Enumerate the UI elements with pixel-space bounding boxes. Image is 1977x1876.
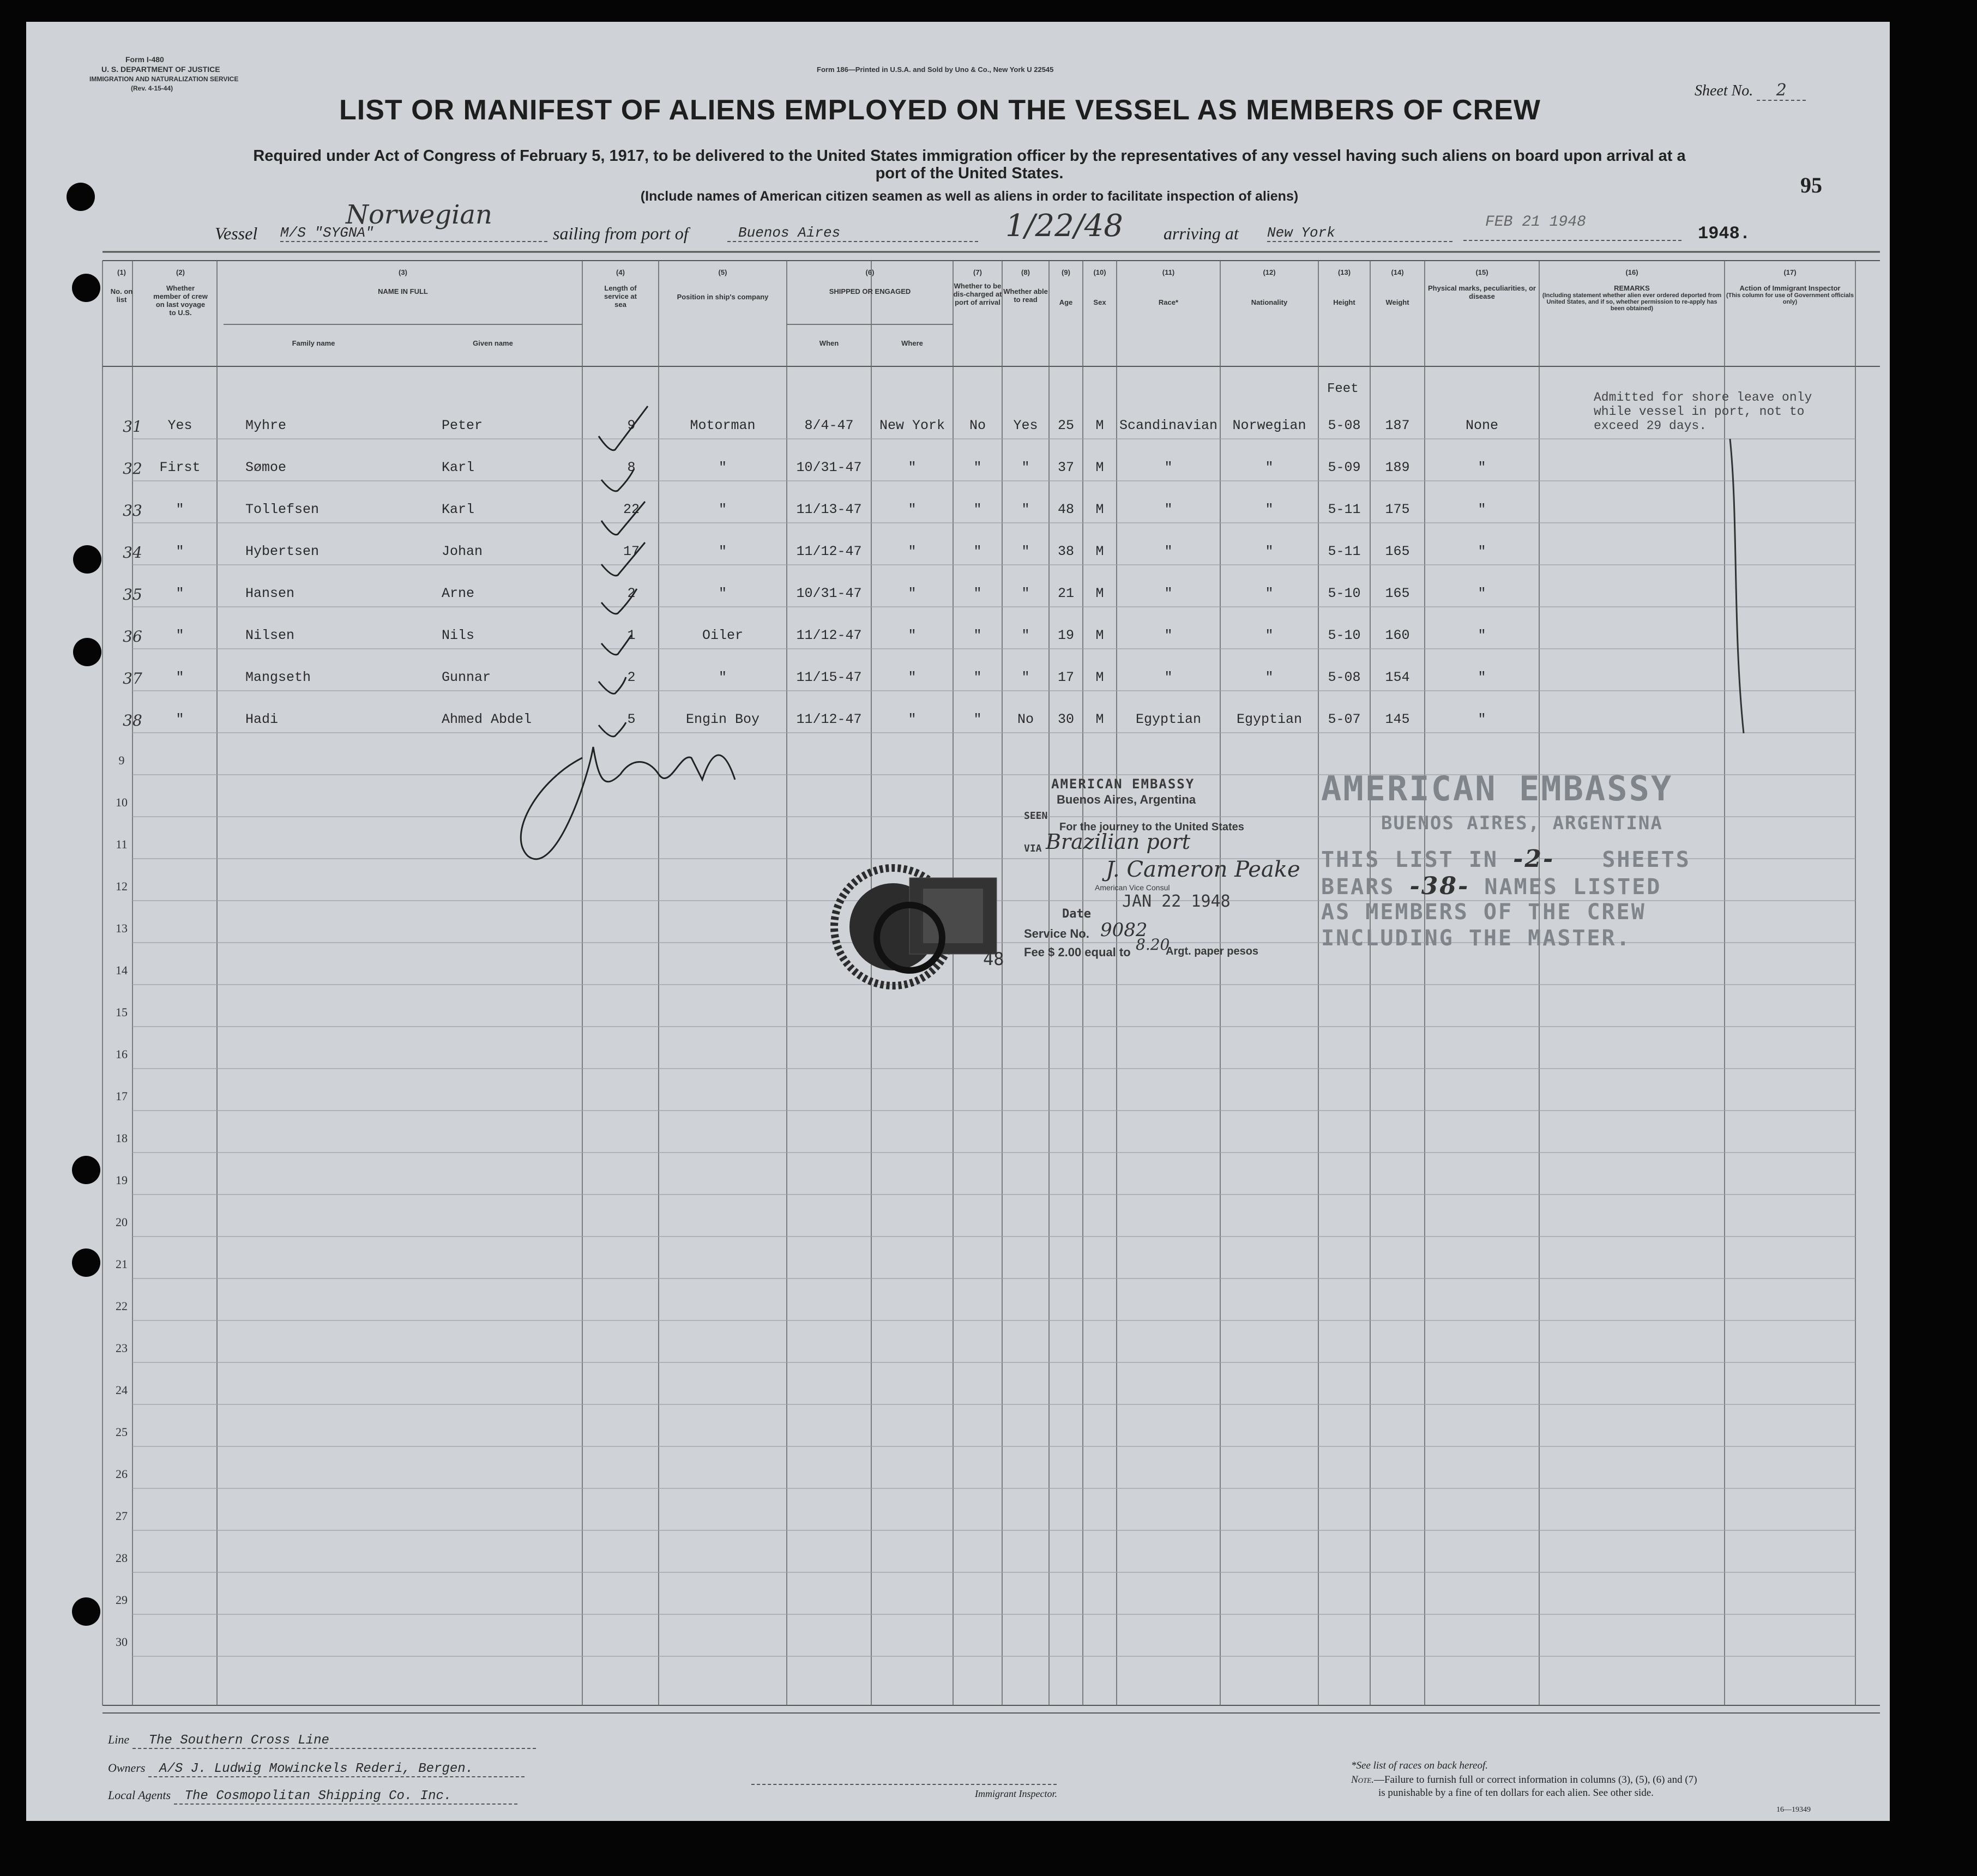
revision: (Rev. 4-15-44) [131, 85, 173, 92]
cell-read: " [1021, 460, 1030, 475]
cell-nationality: " [1265, 502, 1274, 517]
cell-when: 11/15-47 [796, 669, 862, 685]
cell-nationality: " [1265, 628, 1274, 643]
cell-read: " [1021, 586, 1030, 601]
cell-no: 34 [123, 544, 142, 562]
col-inspector-header: (17) Action of Immigrant Inspector (This column for use of Government officials only) [1726, 268, 1854, 305]
row-number: 29 [116, 1593, 128, 1607]
cell-read: " [1021, 544, 1030, 559]
cell-service: 1 [627, 628, 636, 643]
row-number: 19 [116, 1173, 128, 1187]
cell-read: No [1017, 711, 1034, 727]
cell-family: Nilsen [245, 628, 295, 643]
cell-position: " [718, 544, 727, 559]
year: 1948. [1698, 224, 1751, 244]
row-number: 11 [116, 837, 128, 851]
row-number: 22 [116, 1299, 128, 1313]
cell-sex: M [1095, 544, 1104, 559]
cell-no: 31 [123, 418, 142, 436]
cell-race: " [1164, 628, 1173, 643]
vessel-name: M/S "SYGNA" [280, 225, 547, 242]
cell-marks: " [1478, 628, 1486, 643]
cell-when: 11/13-47 [796, 502, 862, 517]
cell-nationality: " [1265, 586, 1274, 601]
cell-discharge: " [973, 628, 982, 643]
arriving-port: New York [1267, 225, 1452, 242]
form-code: 16—19349 [1776, 1806, 1811, 1814]
cell-family: Mangseth [245, 669, 311, 685]
cell-nationality: " [1265, 669, 1274, 685]
cell-no: 38 [123, 711, 142, 729]
cell-age: 38 [1057, 544, 1074, 559]
row-number: 23 [116, 1341, 128, 1355]
cell-where: New York [879, 418, 945, 433]
cell-where: " [908, 544, 917, 559]
col-height-header: (13) Height [1333, 268, 1355, 306]
cell-discharge: " [973, 460, 982, 475]
cell-weight: 154 [1385, 669, 1410, 685]
cell-service: 2 [627, 669, 636, 685]
cell-weight: 145 [1385, 711, 1410, 727]
failure-note: Note.—Failure to furnish full or correct information in columns (3), (5), (6) and (7) [1351, 1774, 1697, 1785]
cell-given: Johan [442, 544, 483, 559]
checkmarks-signature [484, 398, 768, 861]
cell-position: " [718, 586, 727, 601]
cell-prev: " [176, 711, 184, 727]
cell-read: " [1021, 628, 1030, 643]
cell-sex: M [1095, 586, 1104, 601]
footer-agents: Local Agents The Cosmopolitan Shipping Co. Inc. [108, 1788, 517, 1805]
col-shipped-header: (6) SHIPPED OR ENGAGED [829, 268, 911, 295]
cell-no: 36 [123, 628, 142, 646]
cell-read: " [1021, 502, 1030, 517]
printer-line: Form 186—Printed in U.S.A. and Sold by Uno & Co., New York U 22545 [817, 65, 1054, 74]
cell-no: 32 [123, 460, 142, 478]
cell-position: Engin Boy [685, 711, 760, 727]
remarks-bracket [1727, 436, 1749, 741]
cell-age: 17 [1057, 669, 1074, 685]
footer-owners: Owners A/S J. Ludwig Mowinckels Rederi, Bergen. [108, 1761, 525, 1777]
col-given-name-header: Given name [473, 339, 513, 347]
cell-height: 5-09 [1328, 460, 1361, 475]
inspector-label: Immigrant Inspector. [975, 1788, 1057, 1799]
cell-height: 5-08 [1328, 418, 1361, 433]
cell-read: Yes [1013, 418, 1038, 433]
cell-position: Oiler [702, 628, 743, 643]
col-position-header: (5) Position in ship's company [677, 268, 769, 301]
cell-discharge: " [973, 669, 982, 685]
cell-prev: " [176, 502, 184, 517]
cell-position: " [718, 502, 727, 517]
cell-family: Sømoe [245, 460, 287, 475]
cell-marks: " [1478, 711, 1486, 727]
cell-given: Gunnar [442, 669, 491, 685]
cell-weight: 175 [1385, 502, 1410, 517]
cell-no: 33 [123, 502, 142, 520]
cell-position: " [718, 460, 727, 475]
inspector-signature-line [751, 1784, 1057, 1785]
cell-service: 17 [623, 544, 640, 559]
cell-where: " [908, 669, 917, 685]
row-number: 21 [116, 1257, 128, 1271]
cell-when: 8/4-47 [804, 418, 854, 433]
col-where-header: Where [901, 339, 923, 347]
cell-nationality: Egyptian [1236, 711, 1303, 727]
col-service-header: (4) Length of service at sea [604, 268, 637, 309]
cell-height: 5-10 [1328, 628, 1361, 643]
sailing-port: Buenos Aires [727, 225, 978, 242]
footer-line: Line The Southern Cross Line [108, 1733, 536, 1749]
cell-age: 30 [1057, 711, 1074, 727]
failure-note-2: is punishable by a fine of ten dollars for each alien. See other side. [1378, 1787, 1654, 1799]
cell-read: " [1021, 669, 1030, 685]
cell-marks: " [1478, 460, 1486, 475]
include-note: (Include names of American citizen seamen as well as aliens in order to facilitate inspection of aliens) [640, 189, 1299, 204]
required-line-2: port of the United States. [875, 165, 1064, 182]
cell-height: 5-08 [1328, 669, 1361, 685]
cell-where: " [908, 502, 917, 517]
row-number: 20 [116, 1215, 128, 1229]
service: IMMIGRATION AND NATURALIZATION SERVICE [89, 75, 239, 83]
cell-where: " [908, 628, 917, 643]
cell-sex: M [1095, 711, 1104, 727]
cell-weight: 160 [1385, 628, 1410, 643]
cell-service: 2 [627, 586, 636, 601]
arrival-date-stamp: FEB 21 1948 [1485, 214, 1586, 231]
cell-service: 22 [623, 502, 640, 517]
cell-given: Arne [442, 586, 475, 601]
cell-service: 5 [627, 711, 636, 727]
page-title: LIST OR MANIFEST OF ALIENS EMPLOYED ON THE VESSEL AS MEMBERS OF CREW [339, 94, 1541, 126]
cell-service: 8 [627, 460, 636, 475]
cell-when: 11/12-47 [796, 628, 862, 643]
col-age-header: (9) Age [1059, 268, 1073, 306]
col-read-header: (8) Whether able to read [1003, 268, 1048, 304]
cell-race: Scandinavian [1119, 418, 1218, 433]
cell-weight: 165 [1385, 586, 1410, 601]
col-race-header: (11) Race* [1158, 268, 1179, 306]
col-sex-header: (10) Sex [1093, 268, 1106, 306]
cell-age: 21 [1057, 586, 1074, 601]
cell-prev: " [176, 586, 184, 601]
height-unit: Feet [1327, 382, 1359, 396]
required-line: Required under Act of Congress of February 5, 1917, to be delivered to the United States immigration officer by the representatives of any vessel having such aliens on board upon arrival at a [253, 147, 1686, 165]
cell-height: 5-10 [1328, 586, 1361, 601]
cell-prev: " [176, 628, 184, 643]
row-number: 12 [116, 879, 128, 893]
cell-nationality: Norwegian [1232, 418, 1306, 433]
cell-discharge: " [973, 586, 982, 601]
cell-race: " [1164, 544, 1173, 559]
cell-sex: M [1095, 418, 1104, 433]
cell-prev: Yes [167, 418, 192, 433]
cell-sex: M [1095, 460, 1104, 475]
cell-given: Nils [442, 628, 475, 643]
cell-family: Tollefsen [245, 502, 320, 517]
remarks-note: Admitted for shore leave only while vessel in port, not to exceed 29 days. [1594, 390, 1812, 433]
sheet-number: Sheet No. 2 [1695, 81, 1806, 101]
cell-height: 5-11 [1328, 544, 1361, 559]
cell-age: 48 [1057, 502, 1074, 517]
row-number: 15 [116, 1005, 128, 1019]
cell-when: 10/31-47 [796, 460, 862, 475]
form-number: Form I-480 [125, 55, 164, 64]
col-name-header: (3) NAME IN FULL [378, 268, 428, 295]
cell-no: 37 [123, 669, 142, 687]
row-number: 27 [116, 1509, 128, 1523]
department: U. S. DEPARTMENT OF JUSTICE [101, 65, 220, 74]
cell-nationality: " [1265, 460, 1274, 475]
cell-weight: 165 [1385, 544, 1410, 559]
row-number: 9 [118, 753, 125, 767]
cell-race: " [1164, 460, 1173, 475]
row-number: 26 [116, 1467, 128, 1481]
cell-position: " [718, 669, 727, 685]
col-remarks-header: (16) REMARKS (Including statement whether alien ever ordered deported from United States, and if so, whether permission to re-apply has been obtained) [1542, 268, 1722, 312]
cell-when: 11/12-47 [796, 711, 862, 727]
row-number: 25 [116, 1425, 128, 1439]
cell-marks: " [1478, 544, 1486, 559]
cell-sex: M [1095, 502, 1104, 517]
vessel-nationality-handwritten: Norwegian [346, 200, 492, 230]
cell-prev: " [176, 544, 184, 559]
row-number: 28 [116, 1551, 128, 1565]
cell-discharge: " [973, 544, 982, 559]
cell-marks: " [1478, 586, 1486, 601]
embassy-visa-stamp: AMERICAN EMBASSY Buenos Aires, Argentina SEEN For the journey to the United States VIA Brazilian port J. Cameron Peake American Vice Consul JAN 22 1948 Date Service No. 9082 Fee $ 2.00 equal to 8.20 Argt. paper pesos [1024, 776, 1300, 959]
cell-given: Peter [442, 418, 483, 433]
row-number: 10 [116, 795, 128, 809]
cell-age: 19 [1057, 628, 1074, 643]
svg-text:48: 48 [983, 949, 1004, 969]
row-number: 24 [116, 1383, 128, 1397]
cell-family: Hybertsen [245, 544, 320, 559]
col-no-header: (1) No. on list [110, 268, 133, 304]
cell-when: 11/12-47 [796, 544, 862, 559]
cell-given: Karl [442, 460, 475, 475]
cell-family: Myhre [245, 418, 287, 433]
cell-race: " [1164, 669, 1173, 685]
col-prev-voyage-header: (2) Whether member of crew on last voyage to U.S. [153, 268, 208, 317]
cell-family: Hansen [245, 586, 295, 601]
col-discharge-header: (7) Whether to be dis-charged at port of arrival [953, 268, 1002, 306]
cell-age: 25 [1057, 418, 1074, 433]
consular-seal [828, 856, 1008, 998]
col-marks-header: (15) Physical marks, peculiarities, or disease [1428, 268, 1536, 300]
cell-family: Hadi [245, 711, 279, 727]
cell-age: 37 [1057, 460, 1074, 475]
col-family-name-header: Family name [292, 339, 335, 347]
cell-race: " [1164, 586, 1173, 601]
cell-marks: " [1478, 669, 1486, 685]
cell-weight: 189 [1385, 460, 1410, 475]
cell-height: 5-07 [1328, 711, 1361, 727]
cell-where: " [908, 711, 917, 727]
cell-sex: M [1095, 628, 1104, 643]
cell-position: Motorman [690, 418, 756, 433]
page-number: 95 [1800, 173, 1822, 197]
cell-discharge: " [973, 502, 982, 517]
row-number: 13 [116, 921, 128, 935]
cell-sex: M [1095, 669, 1104, 685]
races-note: *See list of races on back hereof. [1351, 1760, 1488, 1771]
cell-when: 10/31-47 [796, 586, 862, 601]
cell-weight: 187 [1385, 418, 1410, 433]
cell-discharge: No [969, 418, 986, 433]
col-nationality-header: (12) Nationality [1251, 268, 1288, 306]
cell-height: 5-11 [1328, 502, 1361, 517]
vessel-line: Vessel Norwegian M/S "SYGNA" sailing from port of Buenos Aires 1/22/48 arriving at New York FEB 21 1948 1948. [215, 200, 1751, 244]
sailing-date-handwritten: 1/22/48 [1005, 208, 1123, 244]
cell-prev: First [159, 460, 201, 475]
col-weight-header: (14) Weight [1385, 268, 1409, 306]
cell-service: 9 [627, 418, 636, 433]
row-number: 30 [116, 1635, 128, 1649]
cell-given: Karl [442, 502, 475, 517]
cell-where: " [908, 460, 917, 475]
manifest-sheet: Form I-480 U. S. DEPARTMENT OF JUSTICE IMMIGRATION AND NATURALIZATION SERVICE (Rev. 4-15-44) Form 186—Printed in U.S.A. and Sold by Uno & Co., New York U 22545 Sheet No. 2 LIST OR MANIFEST OF ALIENS EMPLOYED ON THE VESSEL AS MEMBERS OF CREW Required under Act of Congress of February 5, 1917, to be delivered to the United States immigration officer by the representatives of any vessel having such aliens on board upon arrival at a port of the United States. (Include names of American citizen seamen as well as aliens in order to facilitate inspection of aliens) 95 Vessel Norwegian M/S "SYGNA" sailing from port of Buenos Aires 1/22/48 arriving at New York FEB 21 1948 1948. (1) No. on list (2) Whether member of crew on last voyage to U.S. (3) NAME IN FULL Family name Given name (4) Length of service at sea (5) Position in ship's company (6) SHIPPED OR ENGAGED When Where (7) Whether to be dis-charged at port of arrival (8) Whether able to read (9) Age (10) Sex (11) Race* (12) Nationality (13) Height (14) Weight (15) Physical marks, peculiarities, or disease (16) REMARKS (Including statement whether alien ever ordered deported from United States, and if so, whether permission to re-apply has been obtained) (17) Action of Immigrant Inspector (This column for use of Government officials only) Feet 31 Yes Myhre Peter 9 Motorman 8/4-47 New York No Yes 25 M Scandinavian Norwegian 5-08 187 None 32 First Sømoe Karl 8 " 10/31-47 " " " 37 M " " 5-09 189 " 33 " Tollefsen Karl 22 " 11/13-47 " " " 48 M " " 5-11 175 " 34 " Hybertsen Johan 17 " 11/12-47 " " " 38 M " " 5-11 165 " 35 " Hansen Arne 2 " 10/31-47 " " " 21 M " " 5-10 165 " 36 " Nilsen Nils 1 Oiler 11/12-47 " " " 19 M " " 5-10 160 " 37 " Mangseth Gunnar 2 " 11/15-47 " " " 17 M " " 5-08 154 " 38 " Hadi Ahmed Abdel 5 Engin Boy 11/12-47 " " No 30 M Egyptian Egyptian 5-07 145 " 9 10 11 12 13 14 15 16 17 18 19 20 21 22 23 24 25 26 27 28 29 30 Admitted for shore leave only while vessel in port, not to exceed 29 days. AMERICAN EMBASSY Buenos Aires, Argentina SEEN For the journey to the United States VIA Brazilian port J. Cameron Peake American Vice Consul JAN 22 1948 Date Service No. 9082 Fee $ 2.00 equal to 8.20 Argt. paper pesos 48 AMERICAN EMBASSY BUENOS AIRES, ARGENTINA THIS LIST IN -2- SHEETS BEARS -38- NAMES LISTED AS MEMBERS OF THE CREW INCLUDING THE MASTER. Line The Southern Cross Line Owners A/S J. Ludwig Mowinckels Rederi, Bergen. Local Agents The Cosmopolitan Shipping Co. Inc. Immigrant Inspector. *See list of races on back hereof. Note.—Failure to furnish full or correct information in columns (3), (5), (6) and (7) is punishable by a fine of ten dollars for each alien. See other side. 16—19349 [26, 22, 1890, 1821]
cell-race: " [1164, 502, 1173, 517]
cell-race: Egyptian [1135, 711, 1202, 727]
cell-no: 35 [123, 586, 142, 604]
cell-where: " [908, 586, 917, 601]
row-number: 17 [116, 1089, 128, 1103]
cell-discharge: " [973, 711, 982, 727]
col-when-header: When [819, 339, 839, 347]
row-number: 14 [116, 963, 128, 977]
cell-marks: None [1465, 418, 1498, 433]
cell-given: Ahmed Abdel [442, 711, 532, 727]
row-number: 18 [116, 1131, 128, 1145]
cell-marks: " [1478, 502, 1486, 517]
cell-prev: " [176, 669, 184, 685]
row-number: 16 [116, 1047, 128, 1061]
cell-nationality: " [1265, 544, 1274, 559]
